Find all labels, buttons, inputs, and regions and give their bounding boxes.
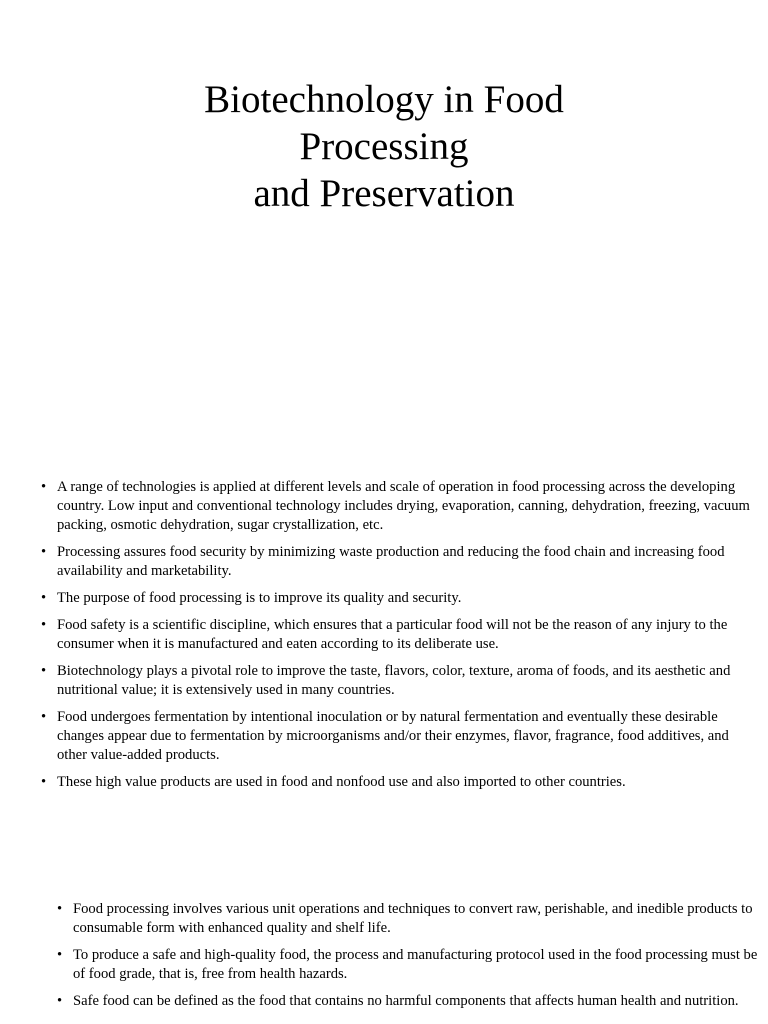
list-item-text: Food processing involves various unit operations and techniques to convert raw, perishable, and inedible products to consumable form with enhanced quality and shelf life. [73, 901, 753, 936]
list-item-text: Biotechnology plays a pivotal role to improve the taste, flavors, color, texture, aroma of foods, and its aesthetic and nutritional value; it is extensively used in many countries. [57, 663, 731, 698]
title-line-1: Biotechnology in Food [204, 78, 564, 121]
bullet-icon: • [41, 774, 47, 790]
bullet-icon: • [41, 590, 47, 606]
list-item-text: A range of technologies is applied at different levels and scale of operation in food processing across the developing country. Low input and conventional technology includes drying, evaporation, canning, dehydration, freezing, vacuum packing, osmotic dehydration, sugar crystallization, etc. [57, 479, 750, 533]
bullet-icon: • [41, 544, 47, 560]
page-title [0, 76, 768, 217]
bullet-icon: • [57, 993, 63, 1009]
list-item [41, 616, 757, 654]
list-item [41, 478, 757, 535]
bullet-icon: • [41, 663, 47, 679]
list-item [57, 900, 763, 938]
bullet-icon: • [57, 901, 63, 917]
bullet-list-food-processing [57, 900, 763, 1019]
list-item-text: The purpose of food processing is to improve its quality and security. [57, 590, 462, 606]
list-item-text: Food undergoes fermentation by intentional inoculation or by natural fermentation and eventually these desirable changes appear due to fermentation by microorganisms and/or their enzymes, flavor, fragrance, food additives, and other value-added products. [57, 709, 729, 763]
list-item [41, 773, 757, 792]
bullet-icon: • [57, 947, 63, 963]
bullet-icon: • [41, 617, 47, 633]
list-item-text: Safe food can be defined as the food that contains no harmful components that affects human health and nutrition. [73, 993, 739, 1009]
bullet-icon: • [41, 709, 47, 725]
title-line-3: and Preservation [253, 172, 515, 215]
list-item-text: To produce a safe and high-quality food, the process and manufacturing protocol used in the food processing must be of food grade, that is, free from health hazards. [73, 947, 758, 982]
list-item [41, 662, 757, 700]
list-item [57, 992, 763, 1011]
list-item [57, 946, 763, 984]
list-item [41, 543, 757, 581]
list-item-text: Processing assures food security by minimizing waste production and reducing the food chain and increasing food availability and marketability. [57, 544, 725, 579]
bullet-icon: • [41, 479, 47, 495]
bullet-list-intro [41, 478, 757, 800]
list-item [41, 589, 757, 608]
list-item-text: Food safety is a scientific discipline, which ensures that a particular food will not be the reason of any injury to the consumer when it is manufactured and eaten according to its deliberate use. [57, 617, 728, 652]
list-item [41, 708, 757, 765]
title-line-2: Processing [299, 125, 469, 168]
list-item-text: These high value products are used in food and nonfood use and also imported to other countries. [57, 774, 626, 790]
